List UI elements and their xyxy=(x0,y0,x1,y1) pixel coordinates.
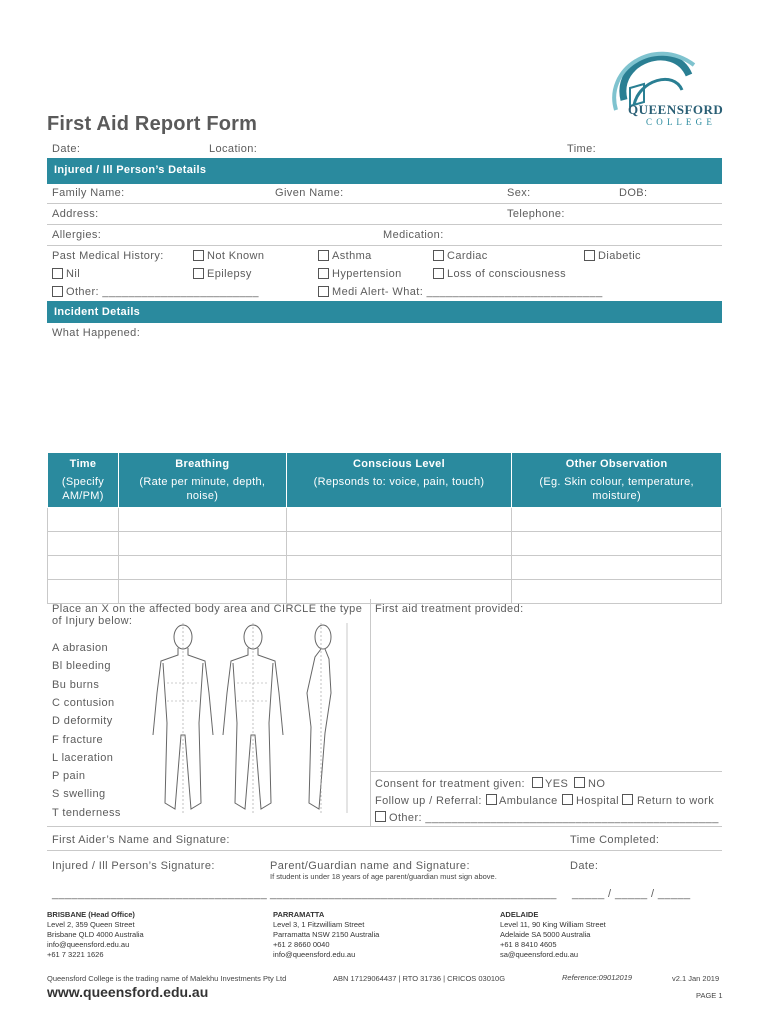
nil-checkbox[interactable] xyxy=(52,268,63,279)
sex-label[interactable]: Sex: xyxy=(507,187,531,199)
injured-signature-label[interactable]: Injured / Ill Person’s Signature: xyxy=(52,860,215,872)
table-row[interactable] xyxy=(48,508,722,532)
injured-section-header: Injured / Ill Person’s Details xyxy=(47,158,722,184)
not-known-checkbox[interactable] xyxy=(193,250,204,261)
logo-name: QUEENSFORD xyxy=(628,102,724,117)
not-known-label: Not Known xyxy=(207,250,265,262)
nil-label: Nil xyxy=(66,268,81,280)
column-divider xyxy=(370,599,371,826)
page-number: PAGE 1 xyxy=(696,991,723,1000)
what-happened-label[interactable]: What Happened: xyxy=(52,327,141,339)
injury-type-item[interactable]: C contusion xyxy=(52,696,115,709)
signature-date-label[interactable]: Date: xyxy=(570,860,599,872)
website-link[interactable]: www.queensford.edu.au xyxy=(47,984,209,1000)
reference-number: Reference:09012019 xyxy=(562,973,633,982)
page-title: First Aid Report Form xyxy=(47,113,258,135)
injury-type-item[interactable]: T tenderness xyxy=(52,806,121,819)
asthma-label: Asthma xyxy=(332,250,372,262)
referral-other-checkbox[interactable] xyxy=(375,811,386,822)
dob-label[interactable]: DOB: xyxy=(619,187,648,199)
ambulance-checkbox[interactable] xyxy=(486,794,497,805)
date-line[interactable]: _____ / _____ / _____ xyxy=(572,888,691,900)
breathing-column-header: Breathing (Rate per minute, depth, noise) xyxy=(118,453,286,508)
row-divider xyxy=(370,771,722,772)
medi-alert-checkbox[interactable] xyxy=(318,286,329,297)
logo-subname: C O L L E G E xyxy=(646,117,713,127)
injury-type-item[interactable]: A abrasion xyxy=(52,642,108,654)
row-divider xyxy=(47,850,722,851)
return-to-work-label: Return to work xyxy=(637,795,715,807)
injury-type-item[interactable]: Bu burns xyxy=(52,678,100,691)
table-row[interactable] xyxy=(48,556,722,580)
injury-type-item[interactable]: Bl bleeding xyxy=(52,660,111,673)
parent-signature-label[interactable]: Parent/Guardian name and Signature: xyxy=(270,860,470,872)
follow-up-label: Follow up / Referral: xyxy=(375,795,482,807)
side-body-icon xyxy=(307,625,331,809)
diabetic-label: Diabetic xyxy=(598,250,641,262)
treatment-provided-label[interactable]: First aid treatment provided: xyxy=(375,603,524,615)
loss-of-consciousness-checkbox[interactable] xyxy=(433,268,444,279)
diabetic-checkbox[interactable] xyxy=(584,250,595,261)
consent-yes-label: YES xyxy=(545,778,569,790)
hypertension-label: Hypertension xyxy=(332,268,402,280)
injury-type-item[interactable]: F fracture xyxy=(52,733,104,746)
other-condition-checkbox[interactable] xyxy=(52,286,63,297)
medi-alert-label[interactable]: Medi Alert- What: ___________________________ xyxy=(332,286,603,298)
injury-type-item[interactable]: P pain xyxy=(52,770,86,783)
parent-note: If student is under 18 years of age parent/guardian must sign above. xyxy=(270,872,497,881)
registration-numbers: ABN 17129064437 | RTO 31736 | CRICOS 03010G xyxy=(333,974,506,983)
table-row[interactable] xyxy=(48,580,722,604)
allergies-label[interactable]: Allergies: xyxy=(52,229,102,241)
address-label[interactable]: Address: xyxy=(52,208,99,220)
time-column-header: Time (Specify AM/PM) xyxy=(48,453,119,508)
time-label: Time: xyxy=(567,143,597,155)
cardiac-checkbox[interactable] xyxy=(433,250,444,261)
injury-type-item[interactable]: D deformity xyxy=(52,715,113,728)
consent-label: Consent for treatment given: xyxy=(375,778,525,790)
referral-other-label[interactable]: Other: _____________________________________________ xyxy=(389,812,719,824)
date-label: Date: xyxy=(52,143,81,155)
parent-signature-line[interactable]: ____________________________________________ xyxy=(270,888,557,900)
queensford-logo xyxy=(594,40,734,140)
ambulance-label: Ambulance xyxy=(499,795,558,807)
table-row[interactable] xyxy=(48,532,722,556)
brisbane-address: BRISBANE (Head Office) Level 2, 359 Queen Street Brisbane QLD 4000 Australia info@queensford.edu.au +61 7 3221 1626 xyxy=(47,910,144,959)
incident-section-header: Incident Details xyxy=(47,301,722,323)
epilepsy-checkbox[interactable] xyxy=(193,268,204,279)
row-divider xyxy=(47,203,722,204)
consent-no-label: NO xyxy=(588,778,606,790)
parramatta-address: PARRAMATTA Level 3, 1 Fitzwilliam Street Parramatta NSW 2150 Australia +61 2 8660 0040 info@queensford.edu.au xyxy=(273,910,380,959)
loss-of-consciousness-label: Loss of consciousness xyxy=(447,268,567,280)
family-name-label[interactable]: Family Name: xyxy=(52,187,125,199)
location-label: Location: xyxy=(209,143,258,155)
given-name-label[interactable]: Given Name: xyxy=(275,187,344,199)
observations-table xyxy=(47,452,722,604)
hospital-checkbox[interactable] xyxy=(562,794,573,805)
other-condition-label[interactable]: Other: ________________________ xyxy=(66,286,259,298)
adelaide-address: ADELAIDE Level 11, 90 King William Street Adelaide SA 5000 Australia +61 8 8410 4605 sa@queensford.edu.au xyxy=(500,910,606,959)
past-history-label: Past Medical History: xyxy=(52,250,164,262)
return-to-work-checkbox[interactable] xyxy=(622,794,633,805)
epilepsy-label: Epilepsy xyxy=(207,268,252,280)
consent-no-checkbox[interactable] xyxy=(574,777,585,788)
hypertension-checkbox[interactable] xyxy=(318,268,329,279)
asthma-checkbox[interactable] xyxy=(318,250,329,261)
injured-signature-line[interactable]: _________________________________ xyxy=(52,888,268,900)
cardiac-label: Cardiac xyxy=(447,250,488,262)
consent-yes-checkbox[interactable] xyxy=(532,777,543,788)
time-completed-label[interactable]: Time Completed: xyxy=(570,834,660,846)
row-divider xyxy=(47,826,722,827)
hospital-label: Hospital xyxy=(576,795,619,807)
body-diagram[interactable] xyxy=(145,623,360,818)
conscious-level-column-header: Conscious Level (Repsonds to: voice, pain, touch) xyxy=(286,453,512,508)
telephone-label[interactable]: Telephone: xyxy=(507,208,565,220)
trading-name: Queensford College is the trading name of Malekhu Investments Pty Ltd xyxy=(47,974,287,983)
row-divider xyxy=(47,224,722,225)
version: v2.1 Jan 2019 xyxy=(672,974,720,983)
body-area-instruction: Place an X on the affected body area and CIRCLE the type of Injury below: xyxy=(52,603,363,627)
injury-type-item[interactable]: S swelling xyxy=(52,788,106,801)
other-observation-column-header: Other Observation (Eg. Skin colour, temperature, moisture) xyxy=(512,453,722,508)
row-divider xyxy=(47,245,722,246)
first-aider-signature-label[interactable]: First Aider’s Name and Signature: xyxy=(52,834,230,846)
medication-label[interactable]: Medication: xyxy=(383,229,444,241)
injury-type-item[interactable]: L laceration xyxy=(52,751,114,764)
